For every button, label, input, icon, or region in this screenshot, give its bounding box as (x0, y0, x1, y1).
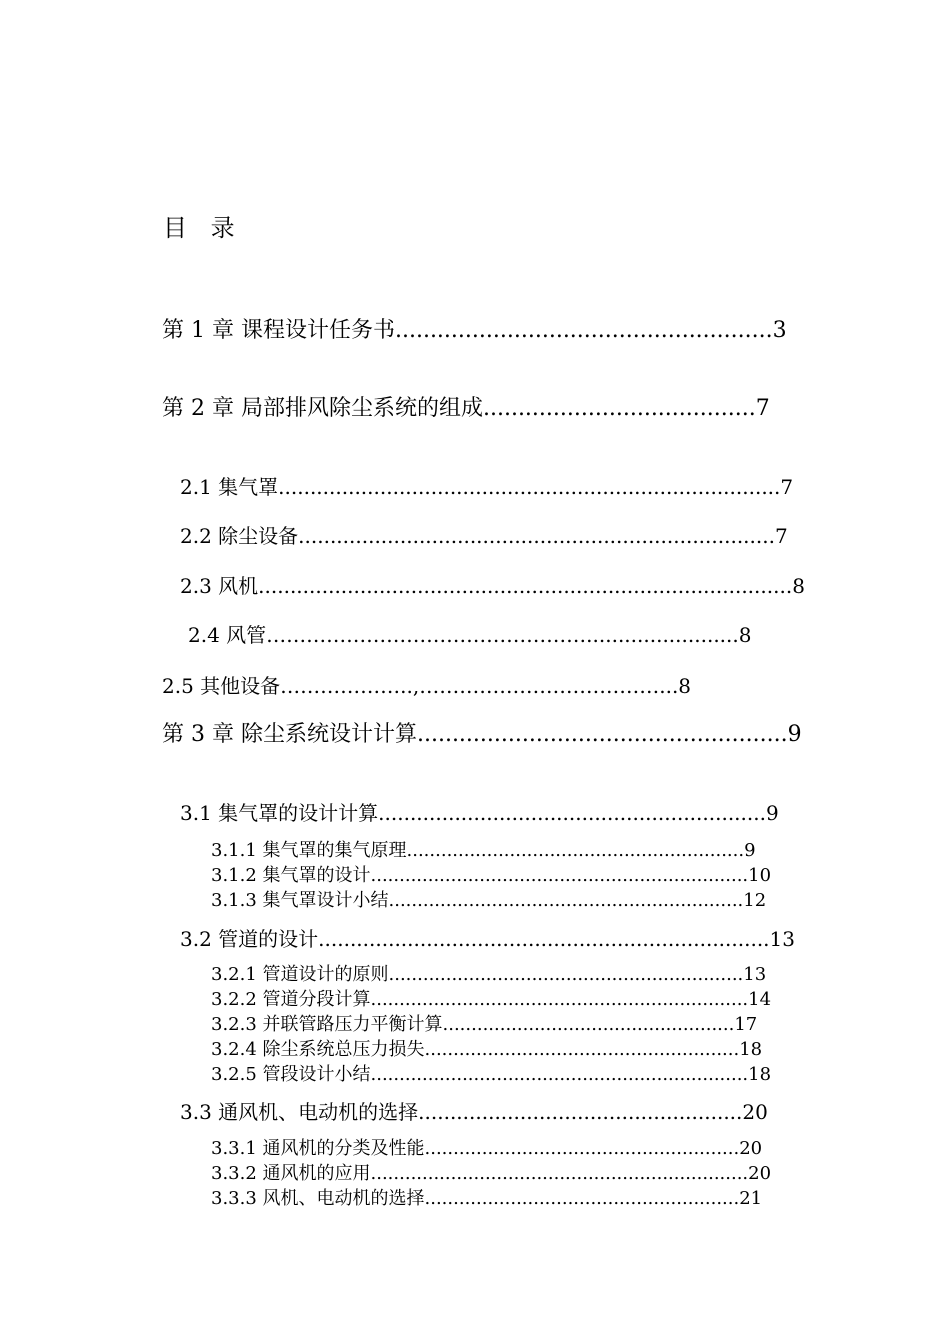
toc-section-3-2-5[interactable]: 3.2.5 管段设计小结..................................................................18 (211, 1064, 772, 1085)
toc-title: 目 录 (163, 214, 243, 242)
toc-section-2-2[interactable]: 2.2 除尘设备...........................................................................7 (180, 524, 788, 548)
toc-section-3-1-2[interactable]: 3.1.2 集气罩的设计..................................................................10 (211, 865, 772, 886)
toc-section-3-1-1[interactable]: 3.1.1 集气罩的集气原理...........................................................9 (211, 840, 756, 861)
toc-section-2-5[interactable]: 2.5 其他设备………………..,………………………………...8 (162, 674, 692, 698)
toc-section-3-1-3[interactable]: 3.1.3 集气罩设计小结..............................................................12 (211, 890, 767, 911)
toc-section-3-2-4[interactable]: 3.2.4 除尘系统总压力损失.......................................................18 (211, 1039, 763, 1060)
toc-section-3-3-1[interactable]: 3.3.1 通风机的分类及性能.......................................................20 (211, 1138, 763, 1159)
toc-section-3-3-3[interactable]: 3.3.3 风机、电动机的选择.......................................................21 (211, 1188, 763, 1209)
toc-section-2-3[interactable]: 2.3 风机....................................................................................8 (180, 574, 805, 598)
toc-section-2-1[interactable]: 2.1 集气罩...............................................................................7 (180, 475, 794, 499)
toc-section-3-2-3[interactable]: 3.2.3 并联管路压力平衡计算...................................................17 (211, 1014, 758, 1035)
toc-section-3-2-1[interactable]: 3.2.1 管道设计的原则..............................................................13 (211, 964, 767, 985)
toc-section-3-3-2[interactable]: 3.3.2 通风机的应用..................................................................20 (211, 1163, 772, 1184)
toc-chapter-3[interactable]: 第 3 章 除尘系统设计计算.....................................................9 (162, 722, 802, 747)
toc-section-3-2-2[interactable]: 3.2.2 管道分段计算..................................................................14 (211, 989, 772, 1010)
toc-chapter-1[interactable]: 第 1 章 课程设计任务书......................................................3 (162, 318, 787, 343)
toc-chapter-2[interactable]: 第 2 章 局部排风除尘系统的组成.......................................7 (162, 396, 770, 421)
toc-section-2-4[interactable]: 2.4 风管…………………………………………........................8 (188, 623, 752, 647)
toc-section-3-2[interactable]: 3.2 管道的设计.......................................................................13 (180, 927, 795, 951)
toc-section-3-3[interactable]: 3.3 通风机、电动机的选择...................................................20 (180, 1100, 768, 1124)
toc-section-3-1[interactable]: 3.1 集气罩的设计计算.............................................................9 (180, 801, 779, 825)
